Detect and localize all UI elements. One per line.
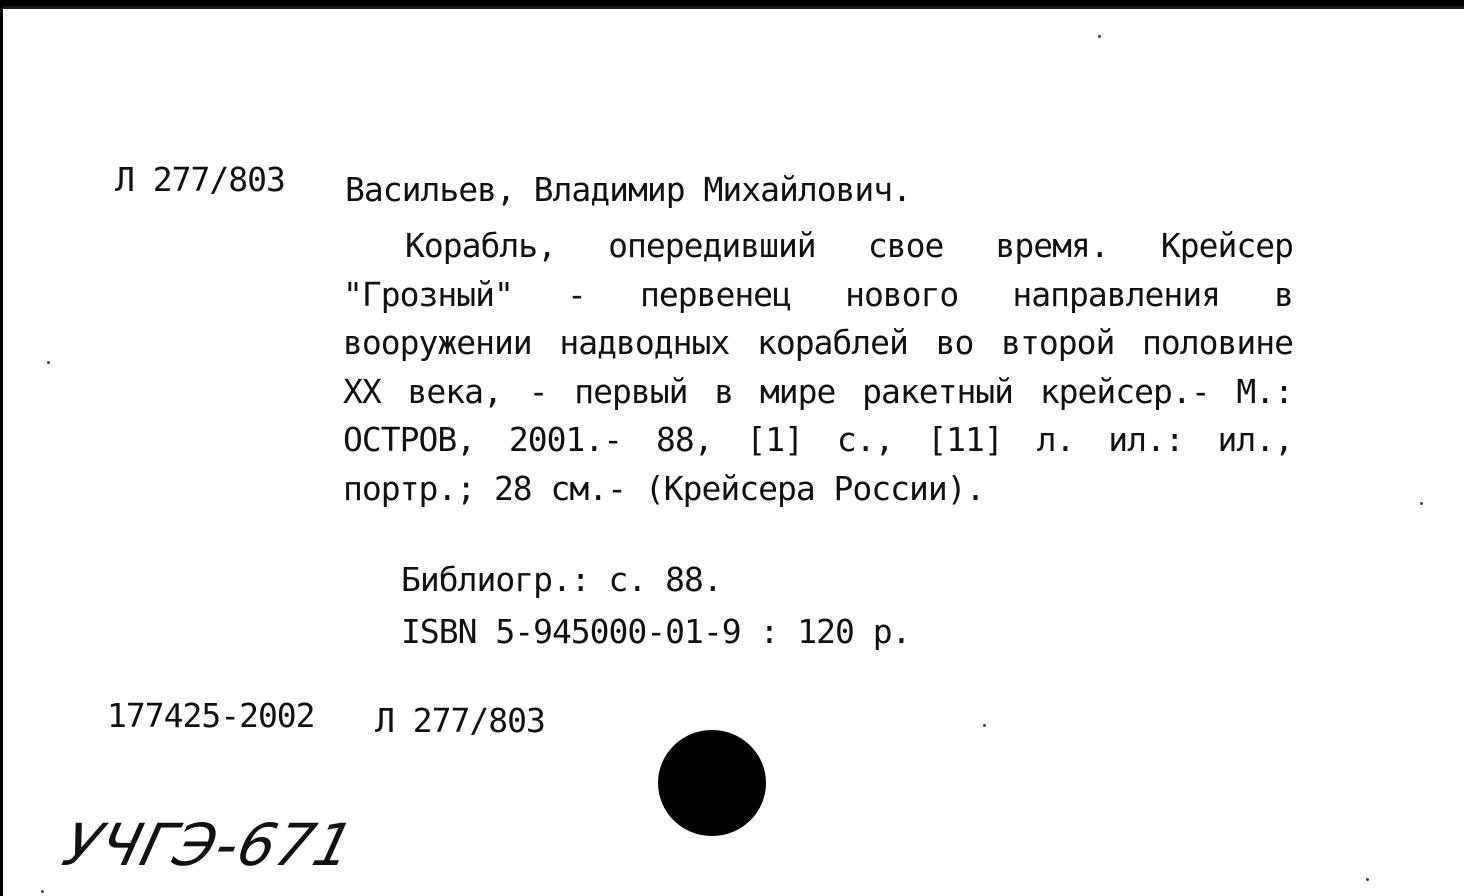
scan-speck: [983, 724, 986, 727]
punch-hole: [658, 730, 766, 836]
bibliographic-description: Корабль, опередивший свое время. Крейсер "Грозный" - первенец нового направления в вооружении надводных кораблей во второй половине XX века, - первый в мире ракетный крейсер.- М.: ОСТРОВ, 2001.- 88, [1] с., [11] л. ил.: ил., портр.; 28 см.- (Крейсера России).: [343, 226, 1293, 508]
shelf-mark-repeat: Л 277/803: [375, 701, 545, 740]
accession-number: 177425-2002: [107, 696, 315, 735]
scan-edge: [3, 6, 1464, 9]
bibliography-note: Библиогр.: с. 88.: [401, 560, 722, 599]
scan-speck: [1098, 35, 1101, 38]
handwritten-code: УЧГЭ-671: [56, 811, 362, 879]
author-heading: Васильев, Владимир Михайлович.: [345, 170, 912, 209]
scan-speck: [1366, 878, 1369, 881]
shelf-mark: Л 277/803: [115, 160, 285, 199]
scan-speck: [47, 361, 50, 364]
scan-speck: [41, 890, 44, 893]
scan-speck: [1420, 502, 1423, 505]
isbn-price-line: ISBN 5-945000-01-9 : 120 р.: [401, 612, 911, 651]
